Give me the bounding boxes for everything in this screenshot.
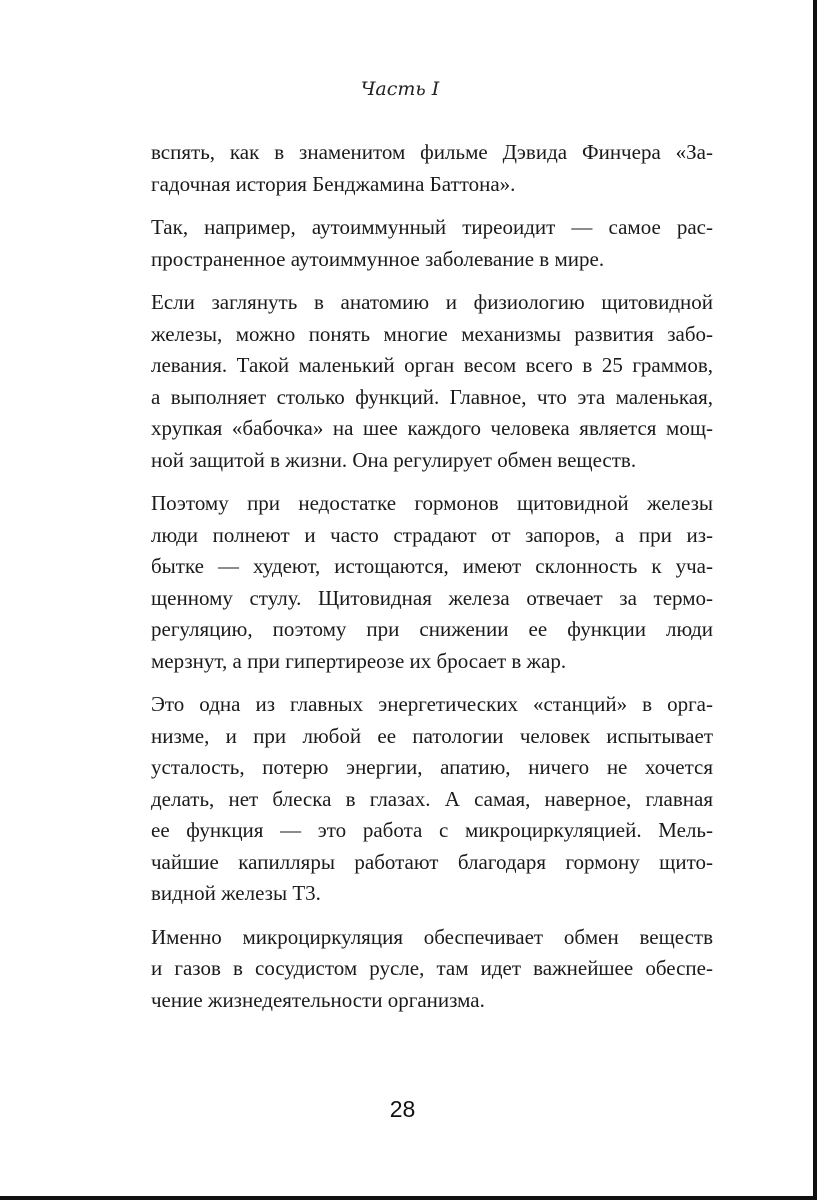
text-line: Именно микроциркуляция обеспечивает обмен веществ (151, 924, 713, 949)
paragraph-1 (151, 137, 713, 200)
paragraph-2 (151, 212, 713, 275)
text-line: гадочная история Бенджамина Баттона». (151, 171, 516, 196)
running-head: Часть I (360, 78, 440, 100)
text-line: Это одна из главных энергетических «станций» в орга- (151, 692, 713, 716)
text-line: и газов в сосудистом русле, там идет важнейшее обеспе- (151, 956, 713, 980)
text-line: а выполняет столько функций. Главное, что эта маленькая, (151, 384, 713, 409)
text-line: щенному стулу. Щитовидная железа отвечает за термо- (151, 585, 713, 610)
text-line: левания. Такой маленький орган весом всего в 25 граммов, (151, 353, 713, 377)
text-line: бытке — худеют, истощаются, имеют склонность к уча- (151, 554, 713, 578)
text-line: Так, например, аутоиммунный тиреоидит — самое рас- (151, 215, 713, 239)
text-line: вспять, как в знаменитом фильме Дэвида Финчера «За- (151, 140, 713, 164)
paragraph-3 (151, 287, 713, 476)
paragraph-5 (151, 689, 713, 910)
text-line: регуляцию, поэтому при снижении ее функции люди (151, 617, 713, 641)
text-line: ее функция — это работа с микроциркуляцией. Мель- (151, 818, 713, 842)
text-line: хрупкая «бабочка» на шее каждого человека является мощ- (151, 416, 713, 440)
text-line: Если заглянуть в анатомию и физиологию щитовидной (151, 290, 713, 314)
text-line: видной железы Т3. (151, 881, 321, 905)
text-line: делать, нет блеска в глазах. А самая, наверное, главная (151, 786, 713, 811)
text-line: чение жизнедеятельности организма. (151, 987, 485, 1012)
text-line: люди полнеют и часто страдают от запоров, а при из- (151, 522, 713, 547)
text-line: чайшие капилляры работают благодаря гормону щито- (151, 849, 713, 874)
text-line: усталость, потерю энергии, апатию, ничего не хочется (151, 755, 713, 779)
text-line: мерзнут, а при гипертиреозе их бросает в жар. (151, 648, 567, 673)
text-line: железы, можно понять многие механизмы развития забо- (151, 321, 713, 346)
paragraph-6 (151, 922, 713, 1017)
text-line: Поэтому при недостатке гормонов щитовидной железы (151, 491, 713, 515)
text-line: низме, и при любой ее патологии человек испытывает (151, 723, 713, 748)
text-line: ной защитой в жизни. Она регулирует обмен веществ. (151, 447, 637, 472)
page-number: 28 (389, 1096, 416, 1122)
body-text (151, 137, 713, 1028)
text-line: пространенное аутоиммунное заболевание в мире. (151, 246, 605, 271)
paragraph-4 (151, 488, 713, 677)
